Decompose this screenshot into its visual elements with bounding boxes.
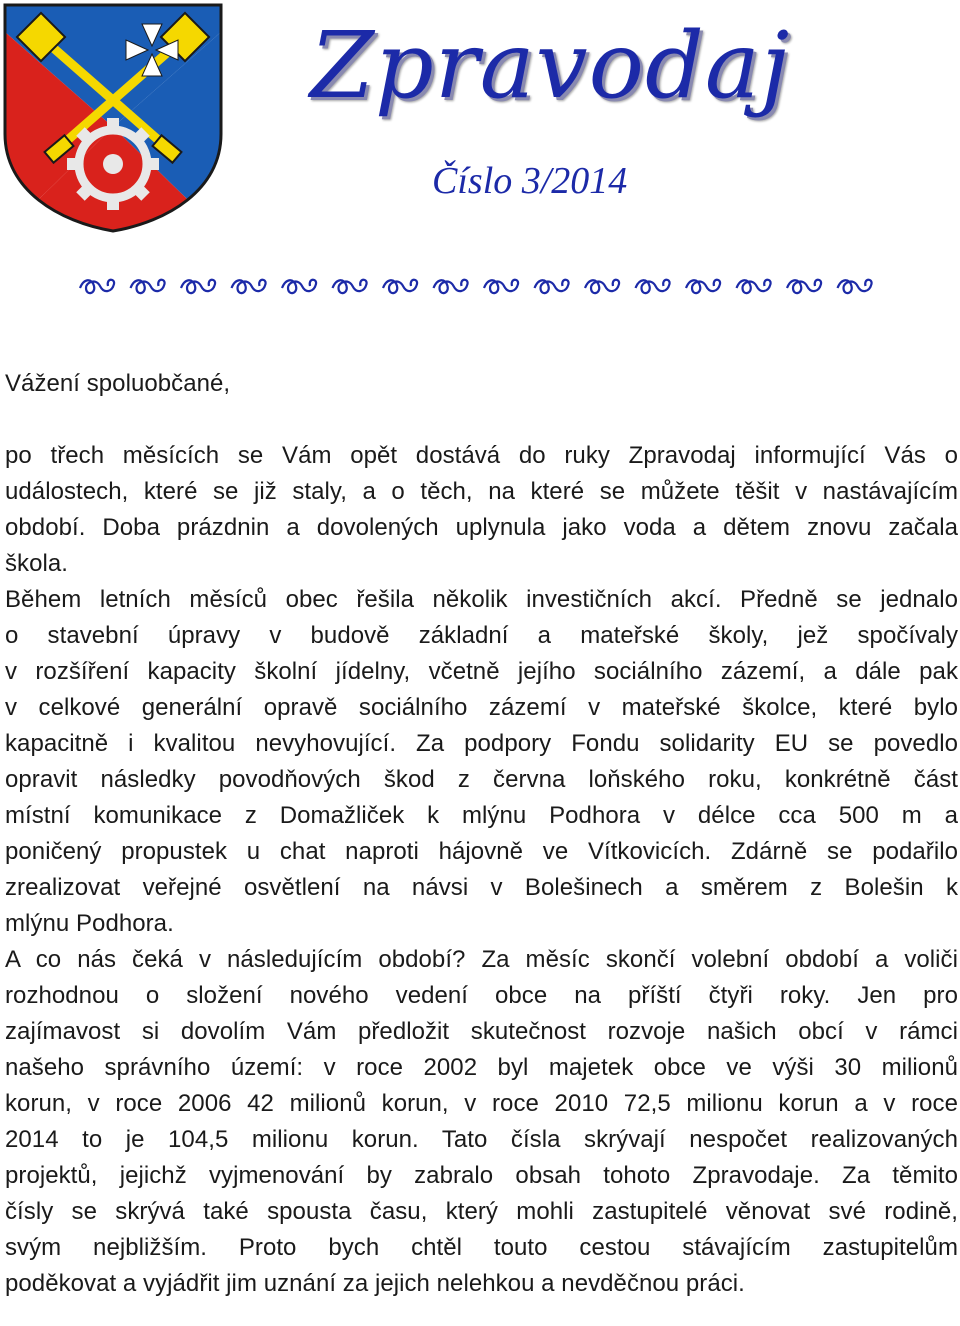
article-line: mlýnu Podhora. bbox=[5, 910, 174, 937]
ornament-loop bbox=[686, 280, 720, 293]
article-line: poděkovat a vyjádřit jim uznání za jejich nelehkou a nevděčnou práci. bbox=[5, 1270, 745, 1297]
article-line: 2014 to je 104,5 milionu korun. Tato čísla skrývají nespočet realizovaných bbox=[5, 1126, 958, 1153]
ornament-loop bbox=[131, 280, 165, 293]
article-line: čísly se skrývá také spousta času, který mohli zastupitelé věnovat své rodině, bbox=[5, 1198, 958, 1225]
article-line: o stavební úpravy v budově základní a mateřské školy, jež spočívaly bbox=[5, 622, 958, 649]
ornament-loop bbox=[181, 280, 215, 293]
article-line: období. Doba prázdnin a dovolených uplynula jako voda a dětem znovu začala bbox=[5, 514, 958, 541]
ornament-loop bbox=[787, 280, 821, 293]
article-line: v celkové generální opravě sociálního zázemí v mateřské školce, které bylo bbox=[5, 694, 958, 721]
ornament-loop bbox=[838, 280, 872, 293]
ornament-loop bbox=[585, 280, 619, 293]
article-line: Během letních měsíců obec řešila několik investičních akcí. Předně se jednalo bbox=[5, 586, 958, 613]
article-line: zrealizovat veřejné osvětlení na návsi v Bolešinech a směrem z Bolešin k bbox=[5, 874, 958, 901]
ornament-loop bbox=[636, 280, 670, 293]
article-line: našeho správního území: v roce 2002 byl majetek obce ve výši 30 milionů bbox=[5, 1054, 958, 1081]
greeting: Vážení spoluobčané, bbox=[5, 370, 231, 397]
ornament-loop bbox=[535, 280, 569, 293]
ornamental-divider bbox=[76, 274, 888, 298]
issue-number: Číslo 3/2014 bbox=[432, 160, 628, 202]
municipal-coat-of-arms-icon bbox=[2, 2, 224, 234]
article-line: projektů, jejichž vyjmenování by zabralo obsah tohoto Zpravodaje. Za těmito bbox=[5, 1162, 958, 1189]
article-line: poničený propustek u chat naproti hájovně ve Vítkovicích. Zdárně se podařilo bbox=[5, 838, 958, 865]
article-line: zajímavost si dovolím Vám předložit skutečnost rozvoje našich obcí v rámci bbox=[5, 1018, 958, 1045]
masthead-title: Zpravodaj bbox=[310, 12, 791, 119]
article-line: po třech měsících se Vám opět dostává do ruky Zpravodaj informující Vás o bbox=[5, 442, 958, 469]
article-paragraphs bbox=[5, 438, 958, 1302]
article-line: opravit následky povodňových škod z června loňského roku, konkrétně část bbox=[5, 766, 958, 793]
ornament-loop bbox=[232, 280, 266, 293]
article-line: rozhodnou o složení nového vedení obce na příští čtyři roky. Jen pro bbox=[5, 982, 958, 1009]
ornament-loop bbox=[282, 280, 316, 293]
ornament-loop bbox=[333, 280, 367, 293]
ornament-loop bbox=[737, 280, 771, 293]
article-line: událostech, které se již staly, a o těch, na které se můžete těšit v nastávajícím bbox=[5, 478, 958, 505]
article-line: A co nás čeká v následujícím období? Za měsíc skončí volební období a voliči bbox=[5, 946, 958, 973]
ornament-loop bbox=[383, 280, 417, 293]
article-line: v rozšíření kapacity školní jídelny, včetně jejího sociálního zázemí, a dále pak bbox=[5, 658, 958, 685]
article-line: korun, v roce 2006 42 milionů korun, v roce 2010 72,5 milionu korun a v roce bbox=[5, 1090, 958, 1117]
article-line: svým nejbližším. Proto bych chtěl touto cestou stávajícím zastupitelům bbox=[5, 1234, 958, 1261]
article-line: místní komunikace z Domažliček k mlýnu Podhora v délce cca 500 m a bbox=[5, 802, 958, 829]
ornament-loop bbox=[484, 280, 518, 293]
article-line: škola. bbox=[5, 550, 68, 577]
ornament-loop bbox=[434, 280, 468, 293]
ornament-loop bbox=[80, 280, 114, 293]
article-body bbox=[5, 366, 958, 1302]
article-line: kapacitně i kvalitou nevyhovující. Za podpory Fondu solidarity EU se povedlo bbox=[5, 730, 958, 757]
